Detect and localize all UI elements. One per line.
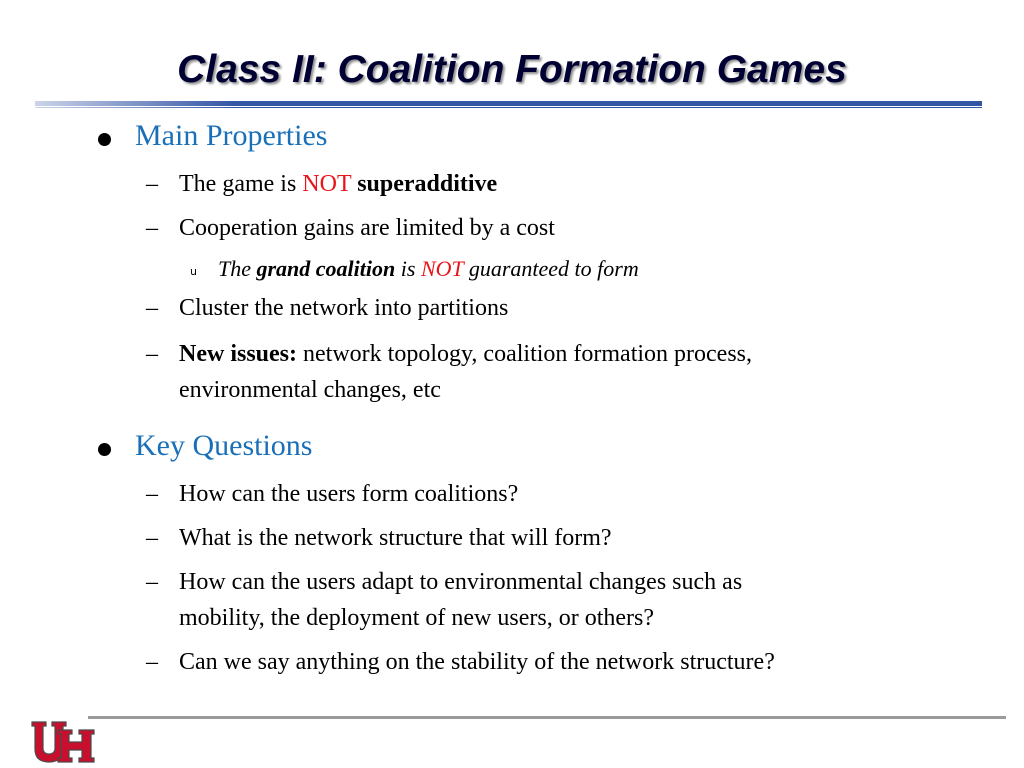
section-heading: Main Properties — [135, 119, 328, 152]
slide-title: Class II: Coalition Formation Games — [177, 48, 847, 91]
dash-icon: – — [146, 481, 158, 507]
bullet-dot-icon — [98, 133, 111, 146]
text-span: network topology, coalition formation process, — [297, 341, 753, 367]
text-span: How can the users adapt to environmental changes such as — [179, 569, 743, 595]
list-item-text: What is the network structure that will form? — [179, 525, 612, 551]
dash-icon: – — [146, 649, 158, 675]
dash-icon: – — [146, 171, 158, 197]
list-item-text: How can the users form coalitions? — [179, 481, 519, 507]
section-heading: Key Questions — [135, 429, 313, 462]
dash-icon: – — [146, 525, 158, 551]
text-span: guaranteed to form — [463, 256, 639, 281]
text-span: The game is — [179, 171, 303, 197]
list-item-text: Cooperation gains are limited by a cost — [179, 215, 555, 241]
text-span: is — [395, 256, 421, 281]
bold-term: grand coalition — [256, 256, 396, 281]
dash-icon: – — [146, 295, 158, 321]
not-emphasis: NOT — [302, 171, 352, 197]
university-of-houston-logo — [30, 718, 96, 766]
text-span: environmental changes, etc — [179, 377, 441, 403]
text-span: mobility, the deployment of new users, or others? — [179, 605, 655, 631]
list-item-text: Can we say anything on the stability of the network structure? — [179, 649, 775, 675]
bold-term: superadditive — [357, 171, 498, 197]
bold-term: New issues: — [179, 341, 297, 367]
list-item-text — [179, 564, 899, 636]
dash-icon: – — [146, 341, 158, 367]
not-emphasis: NOT — [420, 256, 464, 281]
title-divider-fade — [35, 101, 235, 108]
footer-divider — [88, 716, 1006, 719]
bullet-dot-icon — [98, 443, 111, 456]
sub-list-item-text — [218, 256, 639, 282]
sub-bullet-icon: u — [190, 265, 197, 278]
list-item-text — [179, 166, 899, 202]
dash-icon: – — [146, 215, 158, 241]
list-item-text — [179, 336, 899, 408]
text-span: The — [218, 256, 257, 281]
list-item-text: Cluster the network into partitions — [179, 295, 509, 321]
dash-icon: – — [146, 569, 158, 595]
